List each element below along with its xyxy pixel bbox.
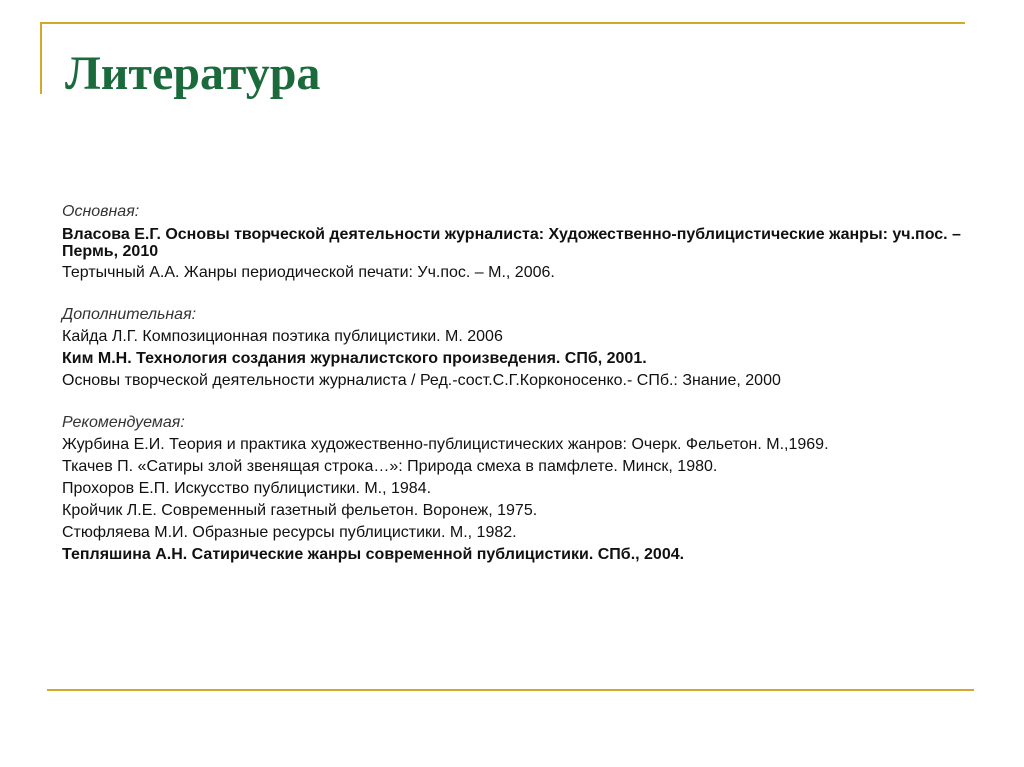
list-item: Прохоров Е.П. Искусство публицистики. М., 1984. <box>62 480 432 497</box>
list-item: Тертычный А.А. Жанры периодической печати: Уч.пос. – М., 2006. <box>62 264 555 281</box>
list-item: Власова Е.Г. Основы творческой деятельности журналиста: Художественно-публицистические жанры: уч.пос. – Пермь, 2010 <box>62 226 961 260</box>
bibliography-list <box>62 201 962 586</box>
section-heading: Дополнительная: <box>62 306 197 323</box>
section-heading: Основная: <box>62 203 140 220</box>
list-item: Ким М.Н. Технология создания журналистского произведения. СПб, 2001. <box>62 350 647 367</box>
page-title: Литература <box>65 47 321 100</box>
section-heading: Рекомендуемая: <box>62 414 185 431</box>
list-item: Стюфляева М.И. Образные ресурсы публицистики. М., 1982. <box>62 524 517 541</box>
list-item: Ткачев П. «Сатиры злой звенящая строка…»: Природа смеха в памфлете. Минск, 1980. <box>62 458 718 475</box>
list-item: Кройчик Л.Е. Современный газетный фельетон. Воронеж, 1975. <box>62 502 538 519</box>
left-accent-line <box>40 22 42 94</box>
list-item: Основы творческой деятельности журналиста / Ред.-сост.С.Г.Корконосенко.- СПб.: Знание, 2000 <box>62 372 781 389</box>
list-item: Кайда Л.Г. Композиционная поэтика публицистики. М. 2006 <box>62 328 503 345</box>
top-divider-line <box>40 22 965 24</box>
section-recommended <box>62 412 962 566</box>
bottom-divider-line <box>47 689 974 691</box>
section-additional <box>62 304 962 392</box>
section-main <box>62 201 962 284</box>
list-item: Тепляшина А.Н. Сатирические жанры современной публицистики. СПб., 2004. <box>62 546 685 563</box>
list-item: Журбина Е.И. Теория и практика художественно-публицистических жанров: Очерк. Фельетон. М.,1969. <box>62 436 829 453</box>
